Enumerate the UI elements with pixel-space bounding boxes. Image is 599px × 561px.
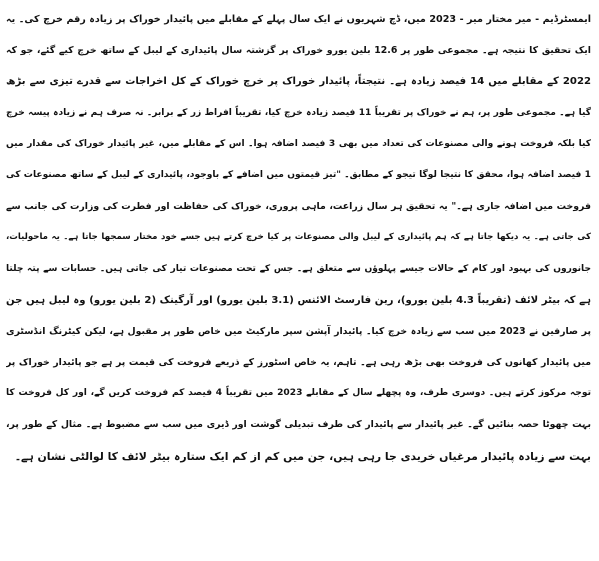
article-line-2: ایک تحقیق کا نتیجہ ہے۔ مجموعی طور پر 12.6 بلین یورو خوراک پر گزشتہ سال پائیداری کے لیبل کے ساتھ خرچ کیے گئے، جو کہ — [6, 45, 591, 57]
article-line-15: بہت سے زیادہ پائیدار مرغیاں خریدی جا رہی ہیں، جن میں کم از کم ایک ستارہ بیٹر لائف کا لوالٹی نشان ہے۔ — [14, 449, 591, 463]
article-line-10: ہے کہ بیٹر لائف (تقریباً 4.3 بلین یورو)، رین فارسٹ الائنس (3.1 بلین یورو) اور آرگینک (2 بلین یورو) وہ لیبل ہیں جن — [6, 294, 591, 306]
article-line-6: 1 فیصد اضافہ ہوا، محقق کا نتیجا لوگا تیجو کے مطابق۔ "تیز قیمتوں میں اضافے کے باوجود، پائیداری کے لیبل کے ساتھ مصنوعات کی — [6, 169, 591, 180]
article-line-4: گیا ہے۔ مجموعی طور پر، ہم نے خوراک پر تقریباً 11 فیصد زیادہ خرچ کیا، تقریباً افراط زر کے برابر۔ نہ صرف ہم نے زیادہ پیسہ خرچ — [6, 107, 591, 118]
article-line-12: میں پائیدار کھانوں کی فروخت بھی بڑھ رہی ہے۔ تاہم، یہ خاص اسٹورز کے ذریعے فروخت کی قیمت پر ہے جو پائیدار خوراک پر — [6, 357, 591, 369]
article-line-3: 2022 کے مقابلے میں 14 فیصد زیادہ ہے۔ نتیجتاً، پائیدار خوراک پر خرچ خوراک کے کل اخراجات سے قدرے تیزی سے بڑھ — [6, 76, 591, 88]
article-line-1: ایمسٹرڈیم - میر مختار میر - 2023 میں، ڈچ شہریوں نے ایک سال پہلے کے مقابلے میں پائیدار خوراک پر زیادہ رقم خرچ کی۔ یہ — [6, 14, 591, 25]
article-line-9: جانوروں کی بہبود اور کام کے حالات جیسے پہلوؤں سے متعلق ہے۔ جس کے تحت مصنوعات تیار کی جاتی ہیں۔ حسابات سے پتہ چلتا — [6, 263, 591, 274]
article-line-14: بہت چھوٹا حصہ بنائیں گے۔ غیر پائیدار سے پائیدار کی طرف تبدیلی گوشت اور ڈیری میں سب سے مضبوط ہے۔ مثال کے طور پر، — [6, 419, 591, 431]
article-line-11: پر صارفین نے 2023 میں سب سے زیادہ خرچ کیا۔ پائیدار آپشن سپر مارکیٹ میں خاص طور پر مقبول ہے، لیکن کیٹرنگ انڈسٹری — [6, 325, 591, 337]
article-line-13: توجہ مرکوز کرتے ہیں۔ دوسری طرف، وہ پچھلے سال کے مقابلے 2023 میں تقریباً 4 فیصد کم فروخت کریں گے، اور کل فروخت کا — [6, 388, 591, 399]
article-line-8: کی جاتی ہے۔ یہ دیکھا جاتا ہے کہ ہم پائیداری کے لیبل والی مصنوعات پر کیا خرچ کرتے ہیں جسے خود مختار سمجھا جاتا ہے۔ یہ ماحولیات، — [6, 232, 591, 243]
article-line-7: فروخت میں اضافہ جاری ہے۔" یہ تحقیق ہر سال زراعت، ماہی پروری، خوراک کی حفاظت اور فطرت کی وزارت کی جانب سے — [6, 201, 591, 213]
article-line-5: کیا بلکہ فروخت ہونے والی مصنوعات کی تعداد میں بھی 3 فیصد اضافہ ہوا۔ اس کے مقابلے میں، غیر پائیدار خوراک کی مقدار میں — [6, 138, 591, 149]
article-body — [6, 4, 591, 472]
